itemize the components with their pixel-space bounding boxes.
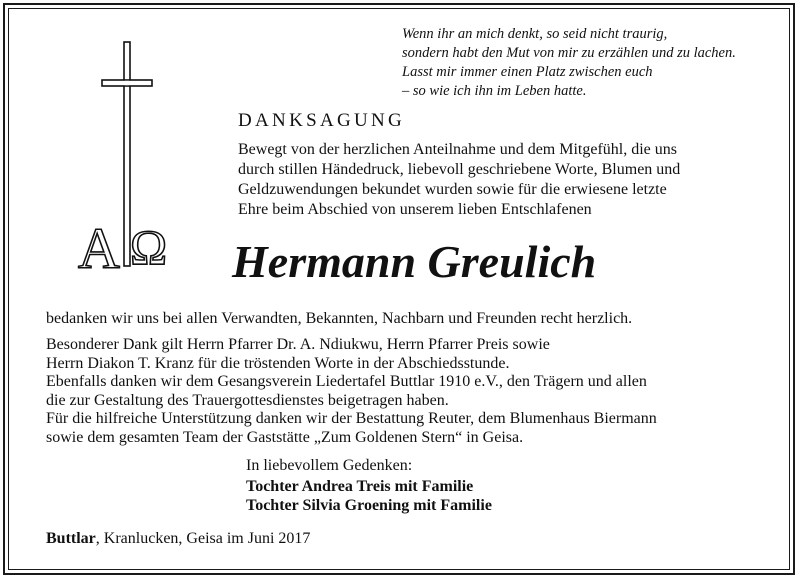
memory-line: In liebevollem Gedenken:: [246, 457, 413, 474]
deceased-name: Hermann Greulich: [232, 236, 597, 287]
place-name: Buttlar: [46, 530, 96, 547]
body-line: sowie dem gesamten Team der Gaststätte „Zum Goldenen Stern“ in Geisa.: [46, 428, 524, 446]
motto-line: Wenn ihr an mich denkt, so seid nicht traurig,: [402, 26, 668, 42]
body-line: die zur Gestaltung des Trauergottesdienstes beigetragen haben.: [46, 391, 449, 409]
intro-line: durch stillen Händedruck, liebevoll geschriebene Worte, Blumen und: [238, 161, 681, 178]
body-line: Ebenfalls danken wir dem Gesangsverein Liedertafel Buttlar 1910 e.V., den Trägern und allen: [46, 373, 647, 391]
motto-line: Lasst mir immer einen Platz zwischen euch: [402, 64, 653, 80]
omega-letter: Ω: [130, 219, 168, 272]
intro-line: Geldzuwendungen bekundet wurden sowie für die erwiesene letzte: [238, 181, 667, 198]
place-date-rest: , Kranlucken, Geisa im Juni 2017: [95, 530, 311, 547]
motto-quote: [402, 25, 782, 101]
body-line: Für die hilfreiche Unterstützung danken wir der Bestattung Reuter, dem Blumenhaus Biermann: [46, 410, 657, 428]
cross-alpha-omega-icon: [70, 40, 190, 272]
family-member: Tochter Silvia Groening mit Familie: [246, 497, 492, 514]
thanks-line: bedanken wir uns bei allen Verwandten, Bekannten, Nachbarn und Freunden recht herzlich.: [46, 310, 633, 327]
page-title: DANKSAGUNG: [238, 110, 406, 131]
motto-line: sondern habt den Mut von mir zu erzählen und zu lachen.: [402, 45, 736, 61]
body-line: Herrn Diakon T. Kranz für die tröstenden Worte in der Abschiedsstunde.: [46, 354, 510, 372]
place-date-line: [46, 529, 310, 549]
acknowledgements-paragraph: [46, 336, 766, 448]
family-member: Tochter Andrea Treis mit Familie: [246, 478, 474, 495]
alpha-letter: A: [78, 216, 120, 272]
intro-line: Bewegt von der herzlichen Anteilnahme und dem Mitgefühl, die uns: [238, 141, 677, 158]
intro-paragraph: [238, 140, 758, 220]
intro-line: Ehre beim Abschied von unserem lieben Entschlafenen: [238, 201, 592, 218]
family-signatures: [246, 477, 492, 515]
body-line: Besonderer Dank gilt Herrn Pfarrer Dr. A. Ndiukwu, Herrn Pfarrer Preis sowie: [46, 336, 550, 353]
motto-line: – so wie ich ihn im Leben hatte.: [402, 83, 587, 99]
